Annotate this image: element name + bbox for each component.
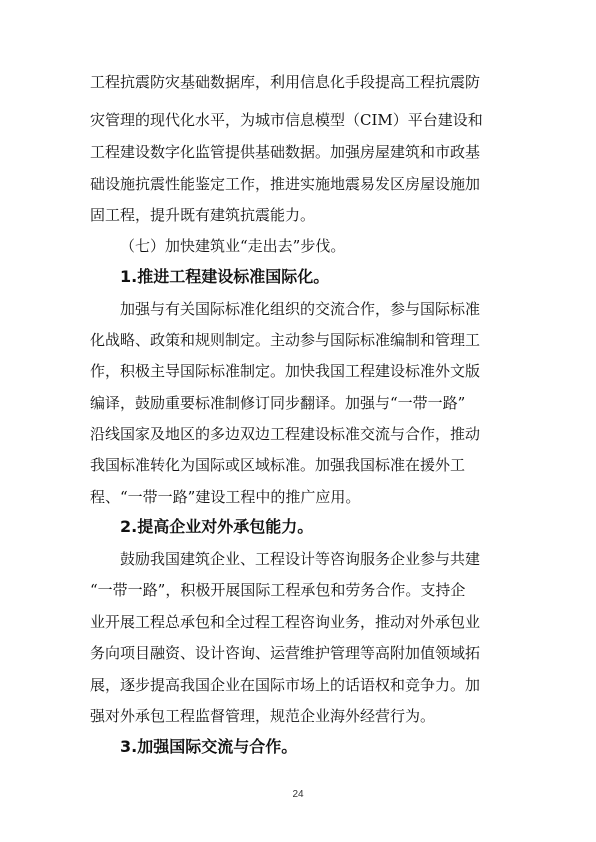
- text-line-11: 编译，鼓励重要标准制修订同步翻译。加强与“一带一路”: [90, 394, 466, 412]
- subsection-heading-7: （七）加快建筑业“走出去”步伐。: [120, 237, 346, 255]
- text-line-13: 我国标准转化为国际或区域标准。加强我国标准在援外工: [90, 456, 466, 474]
- section-heading-2: 2.提高企业对外承包能力。: [120, 517, 314, 536]
- text-line-8: 加强与有关国际标准化组织的交流合作，参与国际标准: [120, 300, 481, 318]
- section-heading-3: 3.加强国际交流与合作。: [120, 737, 298, 756]
- text-line-5: 固工程，提升既有建筑抗震能力。: [90, 206, 316, 224]
- text-line-20: 展，逐步提高我国企业在国际市场上的话语权和竞争力。加: [90, 676, 481, 694]
- text-line-18: 业开展工程总承包和全过程工程咨询业务，推动对外承包业: [90, 613, 481, 631]
- text-line-2: 灾管理的现代化水平，为城市信息模型（CIM）平台建设和: [90, 111, 483, 129]
- text-line-3: 工程建设数字化监管提供基础数据。加强房屋建筑和市政基: [90, 143, 481, 161]
- text-line-12: 沿线国家及地区的多边双边工程建设标准交流与合作，推动: [90, 425, 481, 443]
- text-line-1: 工程抗震防灾基础数据库，利用信息化手段提高工程抗震防: [90, 73, 481, 91]
- section-heading-1: 1.推进工程建设标准国际化。: [120, 267, 330, 286]
- text-line-21: 强对外承包工程监督管理，规范企业海外经营行为。: [90, 707, 436, 725]
- text-line-4: 础设施抗震性能鉴定工作，推进实施地震易发区房屋设施加: [90, 175, 481, 193]
- text-line-19: 务向项目融资、设计咨询、运营维护管理等高附加值领域拓: [90, 644, 481, 662]
- text-line-17: “一带一路”，积极开展国际工程承包和劳务合作。支持企: [90, 581, 466, 599]
- text-line-10: 作，积极主导国际标准制定。加快我国工程建设标准外文版: [90, 362, 481, 380]
- text-line-9: 化战略、政策和规则制定。主动参与国际标准编制和管理工: [90, 331, 481, 349]
- text-line-14: 程、“一带一路”建设工程中的推广应用。: [90, 488, 361, 506]
- text-line-16: 鼓励我国建筑企业、工程设计等咨询服务企业参与共建: [120, 550, 481, 568]
- page-number: 24: [292, 789, 304, 800]
